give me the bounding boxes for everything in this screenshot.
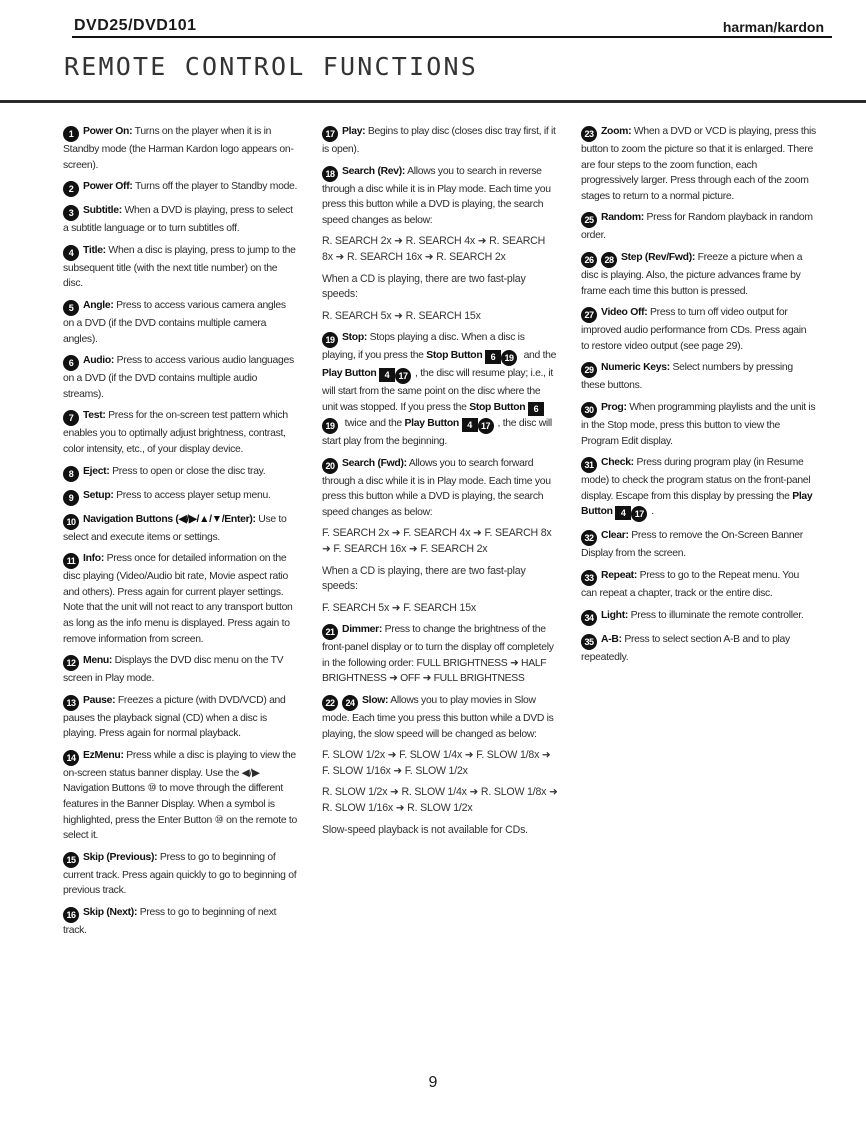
entry-label: Video Off: [601,307,648,319]
entry-text: When a DVD or VCD is playing, press this button to zoom the picture so that it is enlarged. There are four steps to the zoom function, each progressively larger. Press through each of the zoom stages to return to a normal picture. [581,126,816,202]
entry-item [63,850,298,899]
slow-forward-speeds: F. SLOW 1/2x ➜ F. SLOW 1/4x ➜ F. SLOW 1/8x ➜ F. SLOW 1/16x ➜ F. SLOW 1/2x [322,749,551,777]
entry-label: A-B: [601,633,622,645]
play-button-ref: Play Button [404,417,459,429]
entry-label: Search (Fwd): [342,457,407,469]
callout-number: 10 [63,514,79,530]
callout-number: 35 [581,634,597,650]
box-number: 4 [462,418,478,432]
entry-text: Stops playing a disc. When a disc is playing, if you press the [322,332,525,362]
callout-number: 20 [322,458,338,474]
entry-prog [581,400,816,449]
entry-text: Press to remove the On-Screen Banner Display from the screen. [581,530,803,560]
entry-text: Press to turn off video output for improved audio performance from CDs. Press again to restore video output (see page 29). [581,307,807,352]
entry-label: Stop: [342,332,368,344]
entry-text: When programming playlists and the unit is in the Stop mode, press this button to view the Program Edit display. [581,401,816,447]
callout-number: 17 [322,126,338,142]
entry-label: Prog: [601,401,627,413]
entry-item [63,203,298,237]
entry-label: Search (Rev): [342,165,406,177]
entry-text: Press during program play (in Resume mode) to check the program status on the front-panel display. Escape from this display by pressing the [581,457,811,502]
callout-number: 7 [63,410,79,426]
entry-label: Dimmer: [342,624,383,636]
entry-label: Navigation Buttons (◀/▶/▲/▼/Enter): [83,513,256,525]
fwd-cd-speeds: F. SEARCH 5x ➜ F. SEARCH 15x [322,601,476,614]
entry-label: Clear: [601,530,629,542]
entry-label: Slow: [362,695,389,707]
entry-play [322,124,558,158]
model-name: DVD25/DVD101 [74,17,197,34]
callout-number: 8 [63,466,79,482]
callout-number: 31 [581,457,597,473]
page-number: 9 [428,1074,438,1091]
entry-label: Menu: [83,655,113,667]
entry-label: Power On: [83,126,133,137]
callout-number: 11 [63,553,79,569]
page-header [72,16,832,38]
callout-number: 2 [63,181,79,197]
entry-text: Press to open or close the disc tray. [109,465,266,477]
brand-name: harman/kardon [722,19,824,35]
box-number: 6 [528,402,544,416]
callout-number: 34 [581,610,597,626]
entry-label: Repeat: [601,569,638,581]
title-rule [0,100,866,103]
entry-text: Begins to play disc (closes disc tray first, if it is open). [322,126,556,155]
entry-label: Play: [342,126,366,137]
column-2 [322,124,558,844]
callout-number: 19 [322,332,338,348]
fwd-cd-intro: When a CD is playing, there are two fast-play speeds: [322,564,526,593]
entry-text: Select numbers by pressing these buttons. [581,362,793,392]
entry-label: Random: [601,212,644,224]
entry-numeric-keys [581,360,816,394]
entry-text: twice and the [342,417,405,429]
entry-item [63,124,298,173]
callout-number: 21 [322,624,338,640]
entry-item [63,905,298,939]
play-button-ref: Play Button [581,490,813,518]
entry-label: Test: [83,410,106,422]
entry-label: Setup: [83,489,114,501]
entry-label: Light: [601,609,629,621]
box-number: 6 [485,350,501,364]
page-title: REMOTE CONTROL FUNCTIONS [64,52,479,81]
entry-label: Skip (Next): [83,907,138,919]
callout-number: 28 [601,252,617,268]
callout-number: 22 [322,695,338,711]
stop-button-ref: Stop Button [469,401,526,413]
entry-text: , the disc will start play from the beginning. [322,417,552,447]
callout-number: 19 [322,418,338,434]
callout-number: 32 [581,530,597,546]
callout-number: 14 [63,750,79,766]
entry-text: Press while a disc is playing to view the on-screen status banner display. Use the ◀/▶ Navigation Buttons ⑩ to move through the different features in the Banner Display. When a symbol is highlighted, press the Enter Button ⑩ on the remote to select it. [63,749,297,842]
entry-text: , the disc will resume play; i.e., it will start from the same point on the disc where the unit was stopped. If you press the [322,368,553,413]
slow-reverse-speeds: R. SLOW 1/2x ➜ R. SLOW 1/4x ➜ R. SLOW 1/8x ➜ R. SLOW 1/16x ➜ R. SLOW 1/2x [322,786,558,815]
entry-item [63,243,298,292]
entry-label: Angle: [83,299,114,311]
entry-item [63,748,298,844]
entry-item [63,693,298,742]
rev-cd-intro: When a CD is playing, there are two fast-play speeds: [322,272,526,301]
callout-number: 3 [63,205,79,221]
entry-text: Freeze a picture when a disc is playing. Also, the picture advances frame by frame each time this button is pressed. [581,251,803,297]
callout-number: 25 [581,212,597,228]
entry-text: Press for Random playback in random order. [581,212,813,242]
entry-item [63,488,298,506]
entry-text: Press to go to beginning of next track. [63,907,277,937]
entry-item [63,298,298,347]
entry-zoom [581,124,816,204]
entry-text: . [651,506,654,518]
entry-text: Displays the DVD disc menu on the TV screen in Play mode. [63,655,284,685]
entry-text: Press to access player setup menu. [113,489,271,501]
entry-item [63,551,298,647]
entry-text: Press to access various camera angles on a DVD (if the DVD contains multiple camera angles). [63,299,286,345]
callout-number: 23 [581,126,597,142]
callout-number: 9 [63,490,79,506]
rev-dvd-speeds: R. SEARCH 2x ➜ R. SEARCH 4x ➜ R. SEARCH 8x ➜ R. SEARCH 16x ➜ R. SEARCH 2x [322,235,546,263]
fwd-dvd-speeds: F. SEARCH 2x ➜ F. SEARCH 4x ➜ F. SEARCH 8x ➜ F. SEARCH 16x ➜ F. SEARCH 2x [322,527,552,555]
entry-item [63,353,298,402]
slow-note: Slow-speed playback is not available for CDs. [322,823,528,836]
entry-label: Audio: [83,355,115,367]
entry-text: Press to illuminate the remote controller. [628,609,804,621]
box-number: 4 [615,506,631,520]
callout-number: 19 [501,350,517,366]
entry-text: Press to go to beginning of current track. Press again quickly to go to beginning of previous track. [63,851,297,897]
entry-text: When a disc is playing, press to jump to the subsequent title (with the next title number) on the disc. [63,244,296,290]
entry-text: Press to change the brightness of the front-panel display or to turn the display off completely in the following order: FULL BRIGHTNESS ➜ HALF BRIGHTNESS ➜ OFF ➜ FULL BRIGHTNESS [322,624,554,685]
entry-search-rev [322,164,558,229]
entry-item [63,179,298,197]
callout-number: 5 [63,300,79,316]
entry-a-b [581,632,816,666]
callout-number: 18 [322,166,338,182]
entry-video-off [581,305,816,354]
stop-button-ref: Stop Button [426,350,483,362]
entry-step [581,250,816,299]
entry-label: Power Off: [83,181,133,193]
entry-text: Allows you to play movies in Slow mode. Each time you press this button while a DVD is playing, the slow speed will be changed as below: [322,695,554,740]
entry-label: Eject: [83,465,110,477]
rev-cd-speeds: R. SEARCH 5x ➜ R. SEARCH 15x [322,309,481,322]
entry-label: Skip (Previous): [83,851,158,863]
entry-text: and the [520,350,557,362]
entry-search-fwd [322,456,558,521]
callout-number: 29 [581,362,597,378]
entry-text: Press for the on-screen test pattern which enables you to optimally adjust brightness, contrast, color intensity, etc., of your display device. [63,410,288,455]
box-number: 4 [379,368,395,382]
play-button-ref: Play Button [322,368,377,380]
callout-number: 12 [63,655,79,671]
callout-number: 1 [63,126,79,142]
callout-number: 17 [395,368,411,384]
entry-text: Press to access various audio languages on a DVD (if the DVD contains multiple audio streams). [63,355,294,400]
callout-number: 15 [63,852,79,868]
callout-number: 26 [581,252,597,268]
entry-label: Pause: [83,694,116,706]
callout-number: 13 [63,695,79,711]
entry-label: Subtitle: [83,205,122,217]
entry-random [581,210,816,244]
entry-light [581,608,816,626]
entry-label: Numeric Keys: [601,362,670,374]
entry-text: Press to go to the Repeat menu. You can repeat a chapter, track or the entire disc. [581,569,799,599]
entry-text: Use to select and execute items or settings. [63,513,287,543]
entry-item [63,464,298,482]
callout-number: 16 [63,907,79,923]
callout-number: 6 [63,355,79,371]
entry-text: Freezes a picture (with DVD/VCD) and pauses the playback signal (CD) when a disc is playing. Press again for normal playback. [63,694,286,740]
entry-label: Zoom: [601,126,632,137]
entry-label: EzMenu: [83,749,124,761]
callout-number: 27 [581,307,597,323]
entry-repeat [581,568,816,602]
entry-item [63,653,298,687]
entry-text: Press once for detailed information on the disc playing (Video/Audio bit rate, Movie aspect ratio and others). Press again for current player settings. Note that the unit will not react to any transport button as long as the info menu is displayed. Press again to remove information from screen. [63,553,293,645]
entry-item [63,408,298,457]
entry-text: Allows you to search forward through a disc while it is in Play mode. Each time you press this button while a DVD is playing, the search speed changes as below: [322,457,551,518]
entry-stop [322,330,558,449]
callout-number: 24 [342,695,358,711]
entry-dimmer [322,622,558,687]
callout-number: 33 [581,570,597,586]
entry-text: When a DVD is playing, press to select a subtitle language or to turn subtitles off. [63,205,293,235]
column-1 [63,124,298,945]
entry-check [581,455,816,522]
callout-number: 17 [631,506,647,522]
entry-label: Check: [601,457,634,469]
entry-label: Title: [83,244,106,256]
entry-text: Turns on the player when it is in Standby mode (the Harman Kardon logo appears on-screen). [63,126,294,171]
callout-number: 30 [581,402,597,418]
entry-text: Allows you to search in reverse through a disc while it is in Play mode. Each time you press this button while a DVD is playing, the search speed changes as below: [322,165,551,226]
entry-item [63,512,298,546]
entry-clear [581,528,816,562]
entry-slow [322,693,558,742]
column-3 [581,124,816,671]
entry-text: Press to select section A-B and to play repeatedly. [581,633,790,663]
callout-number: 4 [63,245,79,261]
entry-label: Info: [83,553,105,565]
callout-number: 17 [478,418,494,434]
entry-text: Turns off the player to Standby mode. [132,181,298,193]
entry-label: Step (Rev/Fwd): [621,251,696,263]
